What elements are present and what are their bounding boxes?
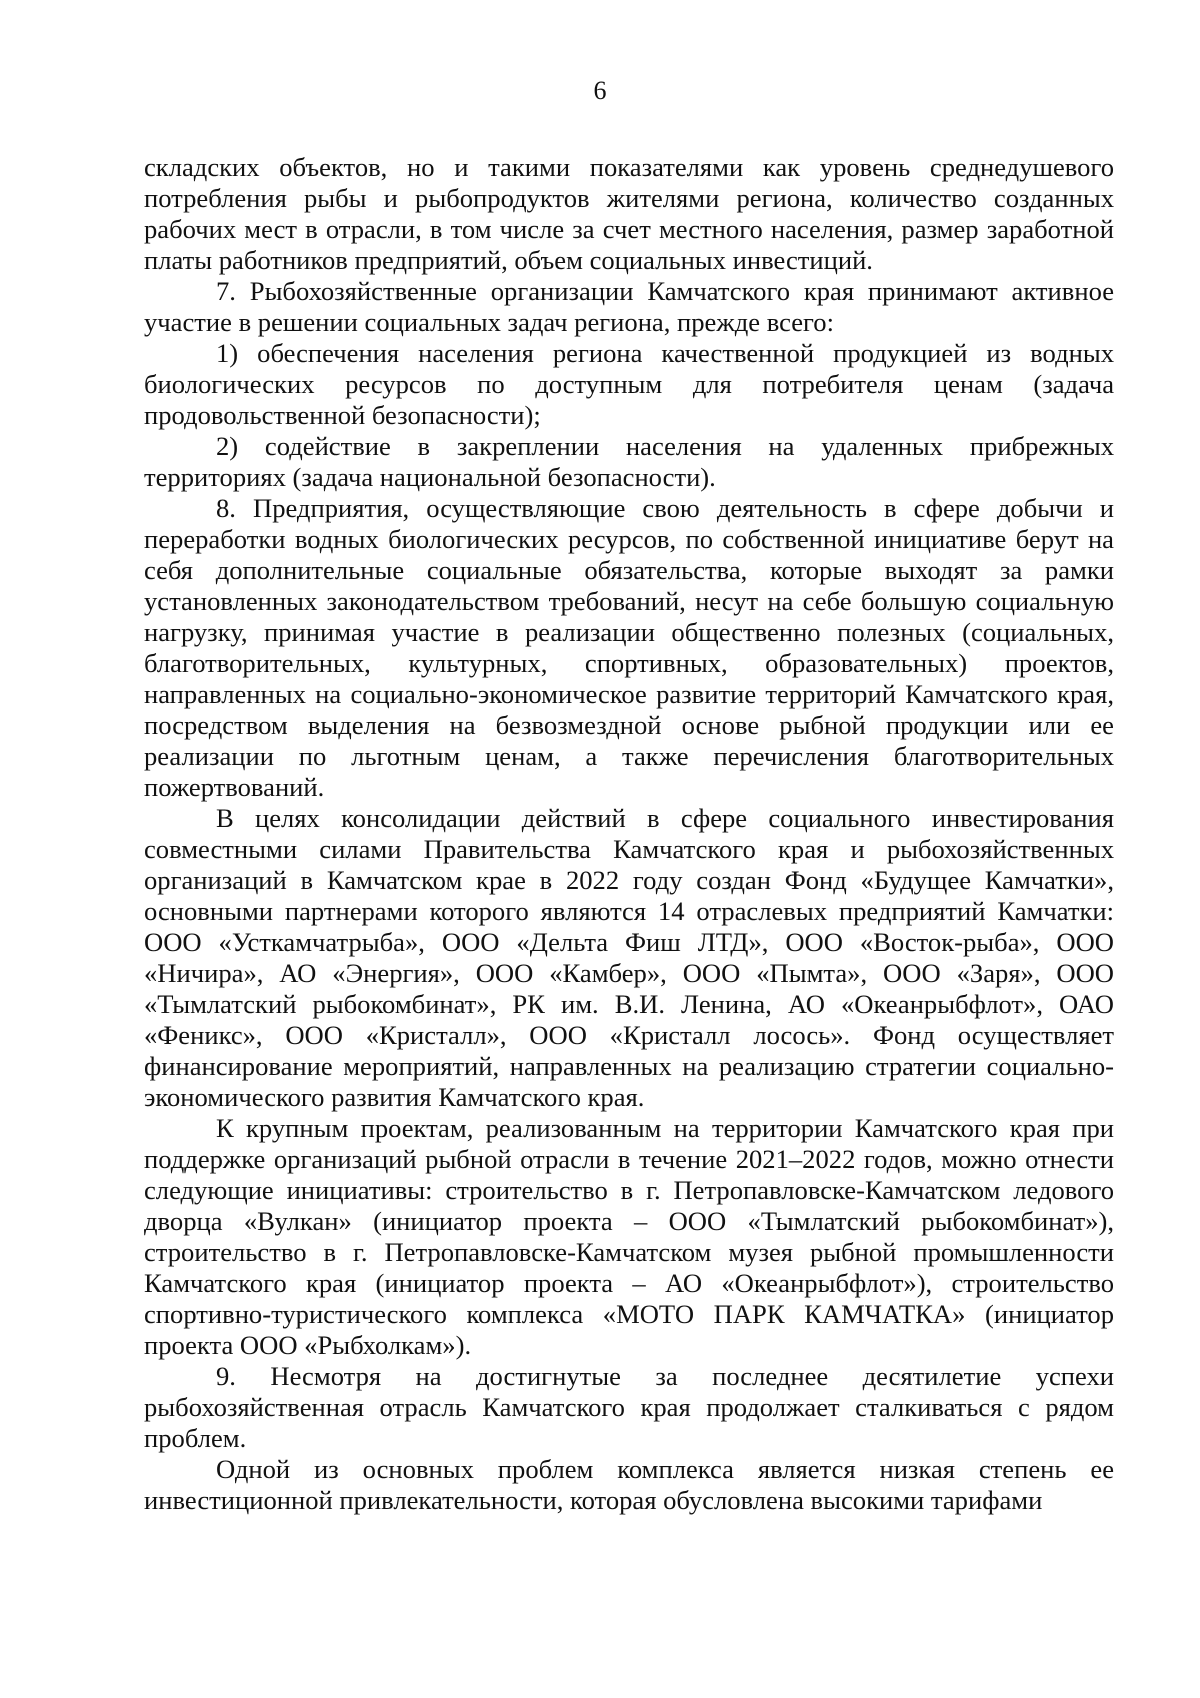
page-number: 6 — [593, 76, 607, 105]
paragraph-item-8: 8. Предприятия, осуществляющие свою деятельность в сфере добычи и переработки водных биологических ресурсов, по собственной инициативе берут на себя дополнительные социальные обязательства, которые выходят за рамки установленных законодательством требований, несут на себе большую социальную нагрузку, принимая участие в реализации общественно полезных (социальных, благотворительных, культурных, спортивных, образовательных) проектов, направленных на социально-экономическое развитие территорий Камчатского края, посредством выделения на безвозмездной основе рыбной продукции или ее реализации по льготным ценам, а также перечисления благотворительных пожертвований. — [144, 493, 1114, 802]
paragraph-continuation: складских объектов, но и такими показателями как уровень среднедушевого потребления рыбы и рыбопродуктов жителями региона, количество созданных рабочих мест в отрасли, в том числе за счет местного населения, размер заработной платы работников предприятий, объем социальных инвестиций. — [144, 152, 1114, 275]
paragraph-subitem-1: 1) обеспечения населения региона качественной продукцией из водных биологических ресурсов по доступным для потребителя ценам (задача продовольственной безопасности); — [144, 338, 1114, 430]
paragraph-problems: Одной из основных проблем комплекса является низкая степень ее инвестиционной привлекательности, которая обусловлена высокими тарифами — [144, 1454, 1114, 1515]
paragraph-item-7: 7. Рыбохозяйственные организации Камчатского края принимают активное участие в решении социальных задач региона, прежде всего: — [144, 276, 1114, 337]
document-body — [144, 152, 1114, 1516]
paragraph-projects: К крупным проектам, реализованным на территории Камчатского края при поддержке организаций рыбной отрасли в течение 2021–2022 годов, можно отнести следующие инициативы: строительство в г. Петропавловске-Камчатском ледового дворца «Вулкан» (инициатор проекта – ООО «Тымлатский рыбокомбинат»), строительство в г. Петропавловске-Камчатском музея рыбной промышленности Камчатского края (инициатор проекта – АО «Океанрыбфлот»), строительство спортивно-туристического комплекса «МОТО ПАРК КАМЧАТКА» (инициатор проекта ООО «Рыбхолкам»). — [144, 1113, 1114, 1360]
paragraph-subitem-2: 2) содействие в закреплении населения на удаленных прибрежных территориях (задача национальной безопасности). — [144, 431, 1114, 492]
paragraph-item-9: 9. Несмотря на достигнутые за последнее десятилетие успехи рыбохозяйственная отрасль Камчатского края продолжает сталкиваться с рядом проблем. — [144, 1361, 1114, 1453]
paragraph-fund: В целях консолидации действий в сфере социального инвестирования совместными силами Правительства Камчатского края и рыбохозяйственных организаций в Камчатском крае в 2022 году создан Фонд «Будущее Камчатки», основными партнерами которого являются 14 отраслевых предприятий Камчатки: ООО «Усткамчатрыба», ООО «Дельта Фиш ЛТД», ООО «Восток-рыба», ООО «Ничира», АО «Энергия», ООО «Камбер», ООО «Пымта», ООО «Заря», ООО «Тымлатский рыбокомбинат», РК им. В.И. Ленина, АО «Океанрыбфлот», ОАО «Феникс», ООО «Кристалл», ООО «Кристалл лосось». Фонд осуществляет финансирование мероприятий, направленных на реализацию стратегии социально-экономического развития Камчатского края. — [144, 803, 1114, 1112]
